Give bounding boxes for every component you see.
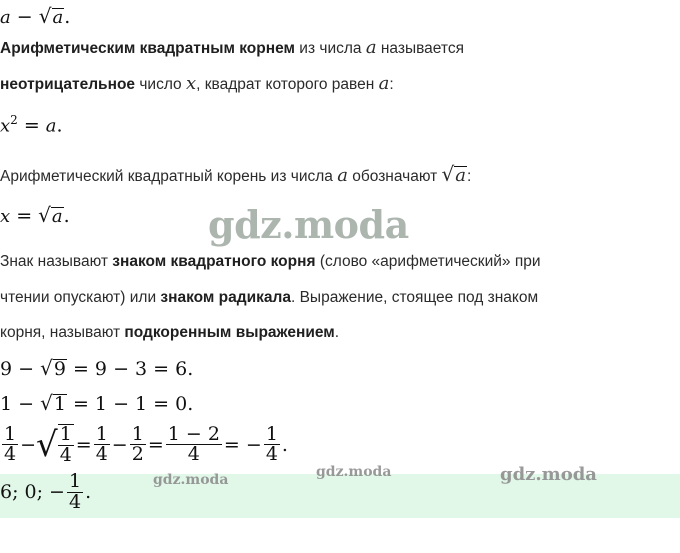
formula-x-squared: $x^2 = a$. — [0, 113, 63, 137]
definition-line-2: неотрицательное число x, квадрат которого равен a: — [0, 73, 394, 94]
calc-line-1: 9 − √9 = 9 − 3 = 6. — [0, 356, 194, 380]
calc-line-2: 1 − √1 = 1 − 1 = 0. — [0, 391, 194, 415]
calc-line-3: $\frac{1}{4}$ − √ $\frac{1}{4}$ = $\frac{1}{4}$ − $\frac{1}{2}$ = $\frac{1 - 2}{4}$ = − $\frac{1}{4}$ . — [4, 422, 288, 466]
formula-x-root: x = √a. — [0, 203, 70, 227]
sign-line-2: чтении опускают) или знаком радикала. Выражение, стоящее под знаком — [0, 289, 539, 306]
notation-line: Арифметический квадратный корень из числа a обозначают √a: — [0, 162, 472, 186]
top-formula: a − √a. — [0, 4, 71, 28]
watermark-large: gdz.moda — [208, 202, 409, 247]
sign-line-3: корня, называют подкоренным выражением. — [0, 324, 340, 341]
watermark-small-2: gdz.moda — [316, 464, 392, 480]
watermark-small-1: gdz.moda — [153, 472, 229, 488]
sign-line-1: Знак называют знаком квадратного корня (слово «арифметический» при — [0, 253, 541, 270]
answer-line: 6; 0; − $\frac{1}{4}$ . — [0, 470, 92, 513]
watermark-small-3: gdz.moda — [500, 464, 597, 485]
definition-line-1: Арифметическим квадратным корнем из числа a называется — [0, 37, 464, 58]
